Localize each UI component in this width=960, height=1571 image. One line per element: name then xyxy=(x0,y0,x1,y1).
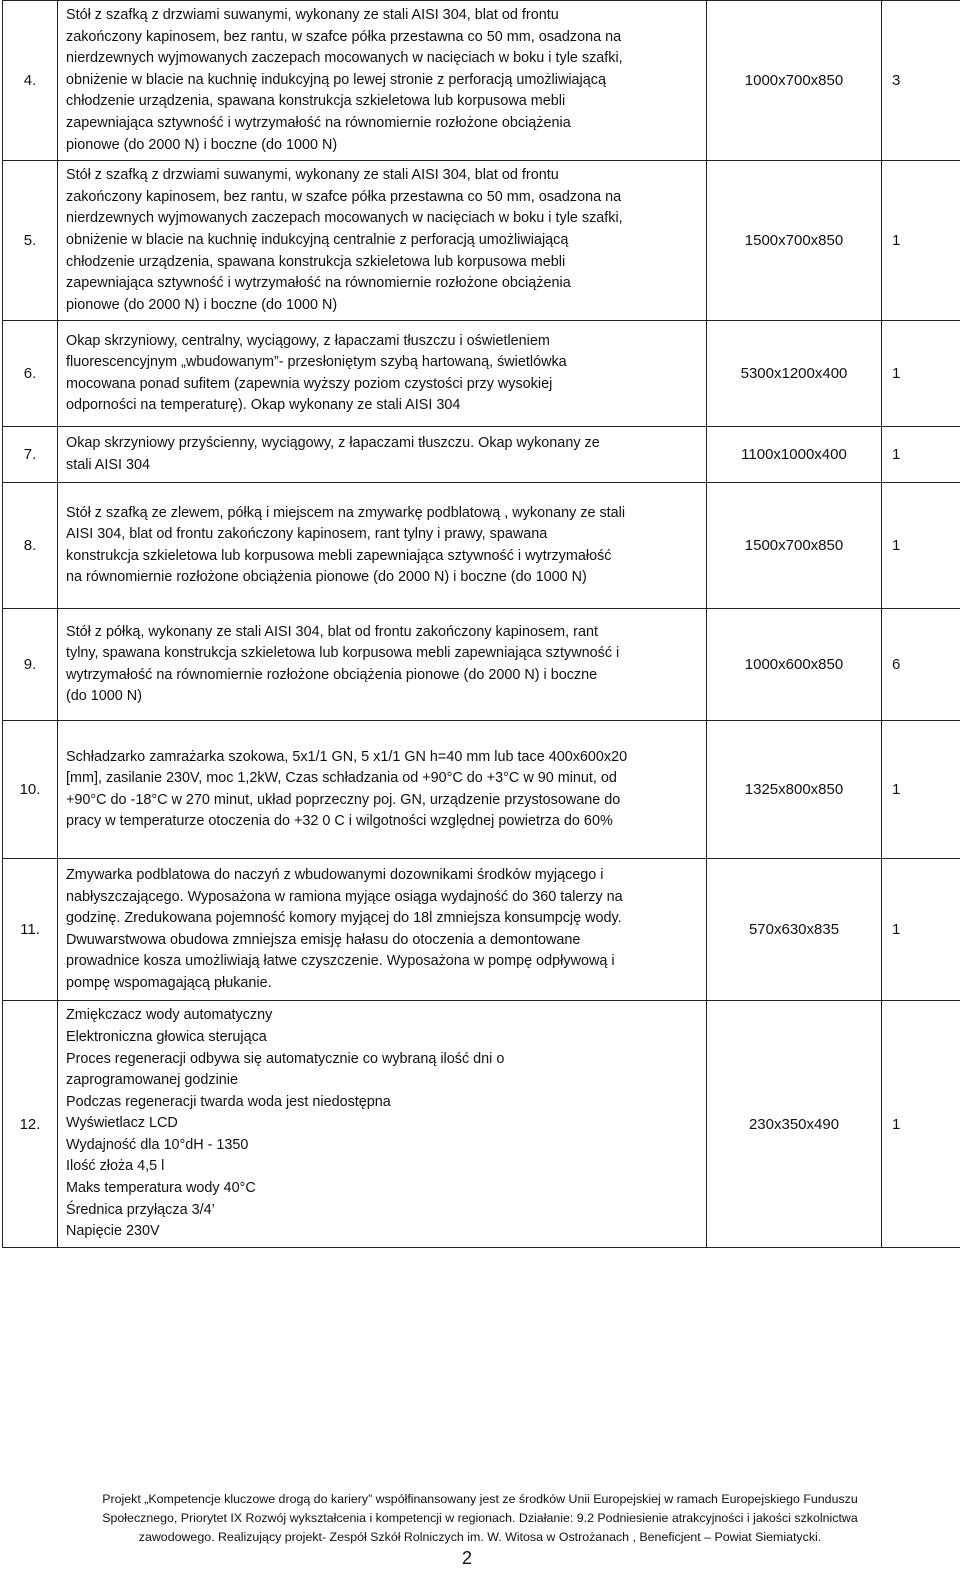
description-line: Okap skrzyniowy przyścienny, wyciągowy, z łapaczami tłuszczu. Okap wykonany ze xyxy=(66,435,600,452)
description-line: Stół z szafką z drzwiami suwanymi, wykonany ze stali AISI 304, blat od frontu xyxy=(66,167,559,184)
description-line: Wydajność dla 10°dH - 1350 xyxy=(66,1136,249,1153)
row-number: 11. xyxy=(3,859,58,1001)
description-line: Stół z półką, wykonany ze stali AISI 304, blat od frontu zakończony kapinosem, rant xyxy=(66,623,598,640)
description-line: Ilość złoża 4,5 l xyxy=(66,1158,165,1175)
description-line: nabłyszczającego. Wyposażona w ramiona myjące osiąga wydajność do 360 talerzy na xyxy=(66,888,623,905)
item-dimensions: 1000x600x850 xyxy=(707,609,882,721)
description-line: zaprogramowanej godzinie xyxy=(66,1072,238,1089)
item-dimensions: 570x630x835 xyxy=(707,859,882,1001)
description-line: Średnica przyłącza 3/4’ xyxy=(66,1201,215,1218)
row-number: 9. xyxy=(3,609,58,721)
item-description xyxy=(58,321,707,427)
page-number: 2 xyxy=(461,1548,472,1568)
description-line: fluorescencyjnym „wbudowanym”- przesłoniętym szybą hartowaną, świetlówka xyxy=(66,354,567,371)
description-line: Wyświetlacz LCD xyxy=(66,1115,178,1132)
description-line: konstrukcja szkieletowa lub korpusowa mebli zapewniająca sztywność i wytrzymałość xyxy=(66,547,612,564)
description-line: Maks temperatura wody 40°C xyxy=(66,1180,256,1197)
description-line: zakończony kapinosem, bez rantu, w szafce półka przestawna co 50 mm, osadzona na xyxy=(66,28,622,45)
table-row xyxy=(3,427,960,483)
table-row xyxy=(3,483,960,609)
footer-line-3: zawodowego. Realizujący projekt- Zespół Szkół Rolniczych im. W. Witosa w Ostrożanach , Beneficjent – Powiat Siemiatycki. xyxy=(138,1530,822,1544)
description-line: odporności na temperaturę). Okap wykonany ze stali AISI 304 xyxy=(66,397,461,414)
table-row xyxy=(3,321,960,427)
row-number: 10. xyxy=(3,721,58,859)
footer-line-2: Społecznego, Priorytet IX Rozwój wykształcenia i kompetencji w regionach. Działanie: 9.2 Podniesienie atrakcyjności i jakości szkolnictwa xyxy=(102,1511,858,1525)
item-description xyxy=(58,1001,707,1248)
item-dimensions: 1500x700x850 xyxy=(707,483,882,609)
description-line: Schładzarko zamrażarka szokowa, 5x1/1 GN, 5 x1/1 GN h=40 mm lub tace 400x600x20 xyxy=(66,748,628,765)
description-line: pionowe (do 2000 N) i boczne (do 1000 N) xyxy=(66,296,338,313)
description-line: pionowe (do 2000 N) i boczne (do 1000 N) xyxy=(66,136,338,153)
description-line: Napięcie 230V xyxy=(66,1223,160,1240)
item-dimensions: 1100x1000x400 xyxy=(707,427,882,483)
item-quantity: 1 xyxy=(892,537,901,555)
table-row xyxy=(3,859,960,1001)
item-quantity: 3 xyxy=(892,72,901,90)
item-description xyxy=(58,483,707,609)
description-line: Okap skrzyniowy, centralny, wyciągowy, z łapaczami tłuszczu i oświetleniem xyxy=(66,332,550,349)
description-line: Podczas regeneracji twarda woda jest niedostępna xyxy=(66,1093,391,1110)
item-description xyxy=(58,1,707,161)
item-description xyxy=(58,859,707,1001)
description-line: Zmiękczacz wody automatyczny xyxy=(66,1007,273,1024)
table-row xyxy=(3,609,960,721)
description-line: nierdzewnych wyjmowanych zaczepach mocowanych w nacięciach w boku i tyle szafki, xyxy=(66,210,623,227)
row-number: 8. xyxy=(3,483,58,609)
item-dimensions: 1500x700x850 xyxy=(707,161,882,321)
description-line: tylny, spawana konstrukcja szkieletowa lub korpusowa mebli zapewniająca sztywność i xyxy=(66,645,620,662)
item-quantity-cell xyxy=(882,161,960,321)
equipment-table xyxy=(2,0,960,1248)
item-quantity-cell xyxy=(882,1001,960,1248)
item-quantity: 6 xyxy=(892,656,901,674)
item-quantity: 1 xyxy=(892,1115,901,1133)
item-dimensions: 5300x1200x400 xyxy=(707,321,882,427)
description-line: Stół z szafką z drzwiami suwanymi, wykonany ze stali AISI 304, blat od frontu xyxy=(66,7,559,23)
item-dimensions: 230x350x490 xyxy=(707,1001,882,1248)
description-line: Stół z szafką ze zlewem, półką i miejscem na zmywarkę podblatową , wykonany ze stali xyxy=(66,504,626,521)
description-line: mocowana ponad sufitem (zapewnia wyższy poziom czystości przy wysokiej xyxy=(66,375,553,392)
item-quantity: 1 xyxy=(892,446,901,464)
item-dimensions: 1325x800x850 xyxy=(707,721,882,859)
row-number: 5. xyxy=(3,161,58,321)
table-row xyxy=(3,161,960,321)
footer-line-1: Projekt „Kompetencje kluczowe drogą do kariery” współfinansowany jest ze środków Unii Europejskiej w ramach Europejskiego Funduszu xyxy=(102,1492,858,1506)
item-quantity: 1 xyxy=(892,781,901,799)
row-number: 12. xyxy=(3,1001,58,1248)
item-quantity-cell xyxy=(882,321,960,427)
item-quantity-cell xyxy=(882,609,960,721)
description-line: zapewniająca sztywność i wytrzymałość na równomiernie rozłożone obciążenia xyxy=(66,275,571,292)
item-quantity-cell xyxy=(882,859,960,1001)
description-line: pracy w temperaturze otoczenia do +32 0 C i wilgotności względnej powietrza do 60% xyxy=(66,813,613,830)
description-line: (do 1000 N) xyxy=(66,688,142,705)
item-description xyxy=(58,427,707,483)
description-line: obniżenie w blacie na kuchnię indukcyjną po lewej stronie z perforacją umożliwiającą xyxy=(66,71,606,88)
description-line: prowadnice kosza umożliwiają łatwe czyszczenie. Wyposażona w pompę odpływową i xyxy=(66,953,615,970)
item-quantity-cell xyxy=(882,427,960,483)
description-line: Proces regeneracji odbywa się automatycznie co wybraną ilość dni o xyxy=(66,1050,505,1067)
description-line: Zmywarka podblatowa do naczyń z wbudowanymi dozownikami środków myjącego i xyxy=(66,867,604,884)
item-quantity: 1 xyxy=(892,921,901,939)
description-line: na równomiernie rozłożone obciążenia pionowe (do 2000 N) i boczne (do 1000 N) xyxy=(66,569,587,586)
item-quantity-cell xyxy=(882,483,960,609)
item-description xyxy=(58,609,707,721)
item-quantity: 1 xyxy=(892,365,901,383)
table-row xyxy=(3,1001,960,1248)
table-body xyxy=(3,1,960,1248)
item-quantity-cell xyxy=(882,1,960,161)
description-line: chłodzenie urządzenia, spawana konstrukcja szkieletowa lub korpusowa mebli xyxy=(66,93,566,110)
description-line: godzinę. Zredukowana pojemność komory myjącej do 18l zmniejsza konsumpcję wody. xyxy=(66,910,622,927)
description-line: [mm], zasilanie 230V, moc 1,2kW, Czas schładzania od +90°C do +3°C w 90 minut, od xyxy=(66,770,617,787)
description-line: zakończony kapinosem, bez rantu, w szafce półka przestawna co 50 mm, osadzona na xyxy=(66,188,622,205)
description-line: wytrzymałość na równomiernie rozłożone obciążenia pionowe (do 2000 N) i boczne xyxy=(66,666,598,683)
description-line: AISI 304, blat od frontu zakończony kapinosem, rant tylny i prawy, spawana xyxy=(66,526,548,543)
item-description xyxy=(58,161,707,321)
description-line: chłodzenie urządzenia, spawana konstrukcja szkieletowa lub korpusowa mebli xyxy=(66,253,566,270)
item-quantity: 1 xyxy=(892,232,901,250)
table-row xyxy=(3,1,960,161)
item-quantity-cell xyxy=(882,721,960,859)
description-line: Elektroniczna głowica sterująca xyxy=(66,1028,267,1045)
item-dimensions: 1000x700x850 xyxy=(707,1,882,161)
description-line: Dwuwarstwowa obudowa zmniejsza emisję hałasu do otoczenia a demontowane xyxy=(66,931,581,948)
description-line: stali AISI 304 xyxy=(66,456,150,473)
row-number: 7. xyxy=(3,427,58,483)
description-line: obniżenie w blacie na kuchnię indukcyjną centralnie z perforacją umożliwiającą xyxy=(66,231,569,248)
description-line: nierdzewnych wyjmowanych zaczepach mocowanych w nacięciach w boku i tyle szafki, xyxy=(66,50,623,67)
row-number: 4. xyxy=(3,1,58,161)
description-line: pompę wspomagającą płukanie. xyxy=(66,975,272,991)
description-line: +90°C do -18°C w 270 minut, układ poprzeczny poj. GN, urządzenie przystosowane do xyxy=(66,791,621,808)
row-number: 6. xyxy=(3,321,58,427)
description-line: zapewniająca sztywność i wytrzymałość na równomiernie rozłożone obciążenia xyxy=(66,114,571,131)
table-row xyxy=(3,721,960,859)
footer xyxy=(0,1490,960,1547)
item-description xyxy=(58,721,707,859)
